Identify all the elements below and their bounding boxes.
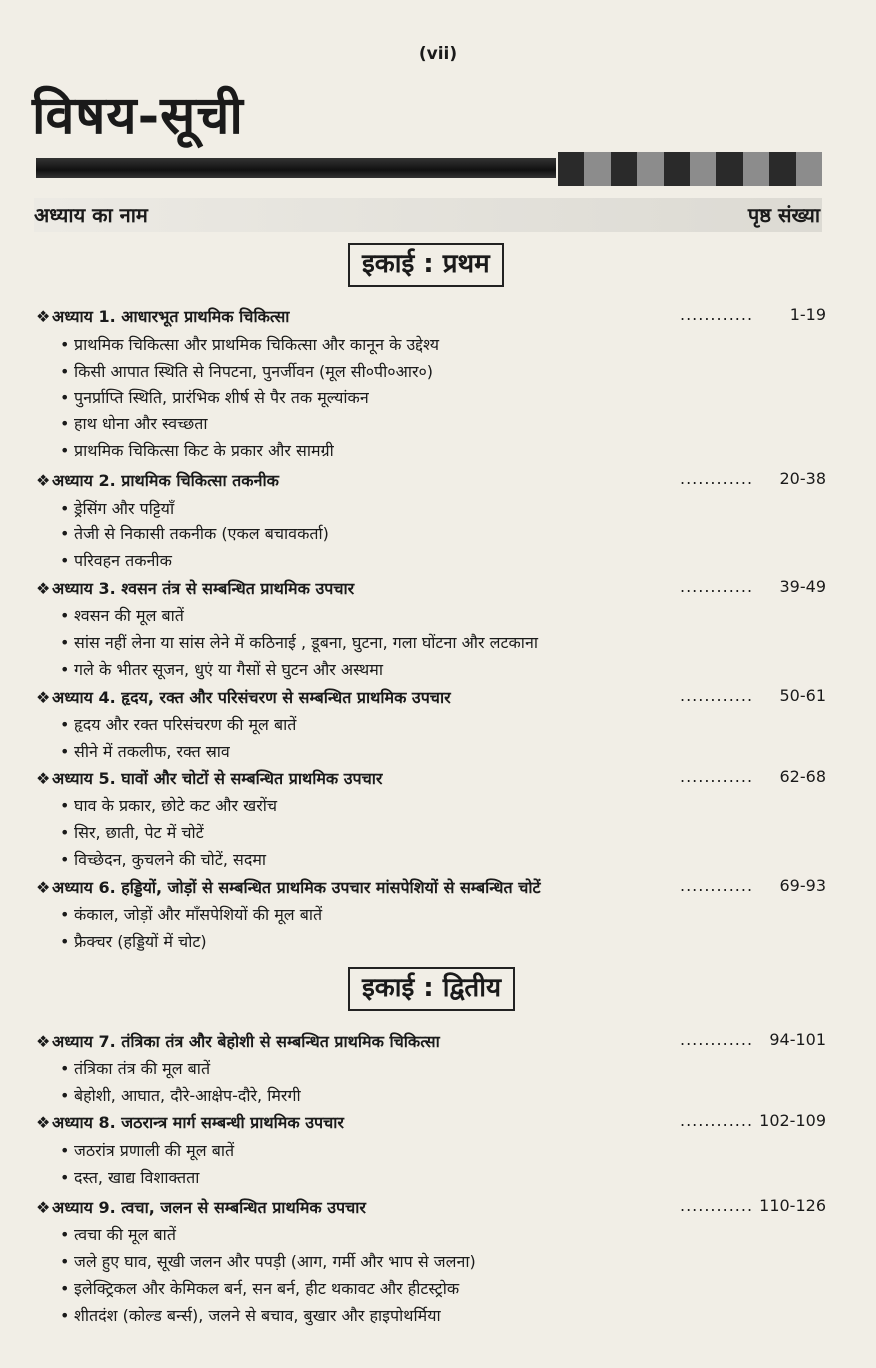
chapter-title: अध्याय 5. घावों और चोटों से सम्बन्धित प्राथमिक उपचार: [52, 769, 383, 788]
column-header: [34, 198, 822, 232]
dot-leader: ............: [680, 876, 754, 895]
topic-item: • सिर, छाती, पेट में चोटें: [60, 823, 204, 842]
topic-item: • विच्छेदन, कुचलने की चोटें, सदमा: [60, 850, 267, 869]
chapter-pages: 39-49: [779, 577, 826, 596]
dot-leader: ............: [680, 767, 754, 786]
dot-leader: ............: [680, 469, 754, 488]
topic-item: • दस्त, खाद्य विशाक्तता: [60, 1168, 200, 1187]
dot-leader: ............: [680, 1111, 754, 1130]
topic-item: • तंत्रिका तंत्र की मूल बातें: [60, 1059, 211, 1078]
chapter-pages: 1-19: [789, 305, 826, 324]
page-title: विषय-सूची: [32, 85, 244, 146]
dot-leader: ............: [680, 1030, 754, 1049]
chapter-title: अध्याय 2. प्राथमिक चिकित्सा तकनीक: [52, 471, 279, 490]
topic-item: • जठरांत्र प्रणाली की मूल बातें: [60, 1141, 235, 1160]
checker-pattern: [558, 152, 822, 186]
topic-item: • परिवहन तकनीक: [60, 551, 172, 570]
chapter-title: अध्याय 8. जठरान्त्र मार्ग सम्बन्धी प्राथमिक उपचार: [52, 1113, 344, 1132]
topic-item: • त्वचा की मूल बातें: [60, 1225, 176, 1244]
chapter-title: अध्याय 4. हृदय, रक्त और परिसंचरण से सम्बन्धित प्राथमिक उपचार: [52, 688, 451, 707]
header-page-number: पृष्ठ संख्या: [747, 203, 820, 227]
chapter-title: अध्याय 6. हड्डियों, जोड़ों से सम्बन्धित प्राथमिक उपचार मांसपेशियों से सम्बन्धित चोटें: [52, 878, 541, 897]
dot-leader: ............: [680, 305, 754, 324]
topic-item: • इलेक्ट्रिकल और केमिकल बर्न, सन बर्न, हीट थकावट और हीटस्ट्रोक: [60, 1279, 460, 1298]
chapter-entry: ❖ अध्याय 8. जठरान्त्र मार्ग सम्बन्धी प्राथमिक उपचार ............ 102-109: [36, 1111, 826, 1132]
chapter-entry: ❖ अध्याय 4. हृदय, रक्त और परिसंचरण से सम्बन्धित प्राथमिक उपचार ............ 50-61: [36, 686, 826, 707]
page-number: (vii): [418, 44, 458, 64]
topic-item: • ड्रेसिंग और पट्टियाँ: [60, 499, 175, 518]
unit-heading: इकाई : द्वितीय: [348, 967, 515, 1011]
chapter-pages: 102-109: [759, 1111, 826, 1130]
dot-leader: ............: [680, 1196, 754, 1215]
topic-item: • सांस नहीं लेना या सांस लेने में कठिनाई , डूबना, घुटना, गला घोंटना और लटकाना: [60, 633, 538, 652]
topic-item: • प्राथमिक चिकित्सा और प्राथमिक चिकित्सा और कानून के उद्देश्य: [60, 335, 440, 354]
chapter-pages: 50-61: [779, 686, 826, 705]
topic-item: • बेहोशी, आघात, दौरे-आक्षेप-दौरे, मिरगी: [60, 1086, 301, 1105]
chapter-pages: 69-93: [779, 876, 826, 895]
chapter-entry: ❖ अध्याय 1. आधारभूत प्राथमिक चिकित्सा ............ 1-19: [36, 305, 826, 326]
chapter-title: अध्याय 1. आधारभूत प्राथमिक चिकित्सा: [52, 307, 290, 326]
chapter-entry: ❖ अध्याय 5. घावों और चोटों से सम्बन्धित प्राथमिक उपचार ............ 62-68: [36, 767, 826, 788]
chapter-pages: 62-68: [779, 767, 826, 786]
topic-item: • फ्रैक्चर (हड्डियों में चोट): [60, 932, 207, 951]
chapter-entry: ❖ अध्याय 9. त्वचा, जलन से सम्बन्धित प्राथमिक उपचार ............ 110-126: [36, 1196, 826, 1217]
chapter-entry: ❖ अध्याय 7. तंत्रिका तंत्र और बेहोशी से सम्बन्धित प्राथमिक चिकित्सा ............ 94-101: [36, 1030, 826, 1051]
topic-item: • कंकाल, जोड़ों और माँसपेशियों की मूल बातें: [60, 905, 323, 924]
chapter-entry: ❖ अध्याय 6. हड्डियों, जोड़ों से सम्बन्धित प्राथमिक उपचार मांसपेशियों से सम्बन्धित चोटें ............ 69-93: [36, 876, 826, 897]
chapter-entry: ❖ अध्याय 2. प्राथमिक चिकित्सा तकनीक ............ 20-38: [36, 469, 826, 490]
topic-item: • घाव के प्रकार, छोटे कट और खरोंच: [60, 796, 278, 815]
topic-item: • किसी आपात स्थिति से निपटना, पुनर्जीवन (मूल सी०पी०आर०): [60, 362, 434, 381]
topic-item: • हृदय और रक्त परिसंचरण की मूल बातें: [60, 715, 297, 734]
topic-item: • पुनर्प्राप्ति स्थिति, प्रारंभिक शीर्ष से पैर तक मूल्यांकन: [60, 388, 369, 407]
topic-item: • हाथ धोना और स्वच्छता: [60, 414, 208, 433]
topic-item: • सीने में तकलीफ, रक्त स्राव: [60, 742, 230, 761]
title-decoration-band: [36, 152, 822, 186]
chapter-pages: 110-126: [759, 1196, 826, 1215]
chapter-entry: ❖ अध्याय 3. श्वसन तंत्र से सम्बन्धित प्राथमिक उपचार ............ 39-49: [36, 577, 826, 598]
chapter-title: अध्याय 7. तंत्रिका तंत्र और बेहोशी से सम्बन्धित प्राथमिक चिकित्सा: [52, 1032, 440, 1051]
dot-leader: ............: [680, 686, 754, 705]
decoration-bar: [36, 158, 556, 178]
dot-leader: ............: [680, 577, 754, 596]
topic-item: • गले के भीतर सूजन, धुएं या गैसों से घुटन और अस्थमा: [60, 660, 383, 679]
chapter-title: अध्याय 9. त्वचा, जलन से सम्बन्धित प्राथमिक उपचार: [52, 1198, 366, 1217]
chapter-title: अध्याय 3. श्वसन तंत्र से सम्बन्धित प्राथमिक उपचार: [52, 579, 355, 598]
topic-item: • तेजी से निकासी तकनीक (एकल बचावकर्ता): [60, 524, 329, 543]
chapter-pages: 94-101: [769, 1030, 826, 1049]
topic-item: • प्राथमिक चिकित्सा किट के प्रकार और सामग्री: [60, 441, 334, 460]
topic-item: • जले हुए घाव, सूखी जलन और पपड़ी (आग, गर्मी और भाप से जलना): [60, 1252, 476, 1271]
unit-heading: इकाई : प्रथम: [348, 243, 504, 287]
header-chapter-name: अध्याय का नाम: [34, 203, 148, 227]
topic-item: • श्वसन की मूल बातें: [60, 606, 184, 625]
topic-item: • शीतदंश (कोल्ड बर्न्स), जलने से बचाव, बुखार और हाइपोथर्मिया: [60, 1306, 441, 1325]
chapter-pages: 20-38: [779, 469, 826, 488]
